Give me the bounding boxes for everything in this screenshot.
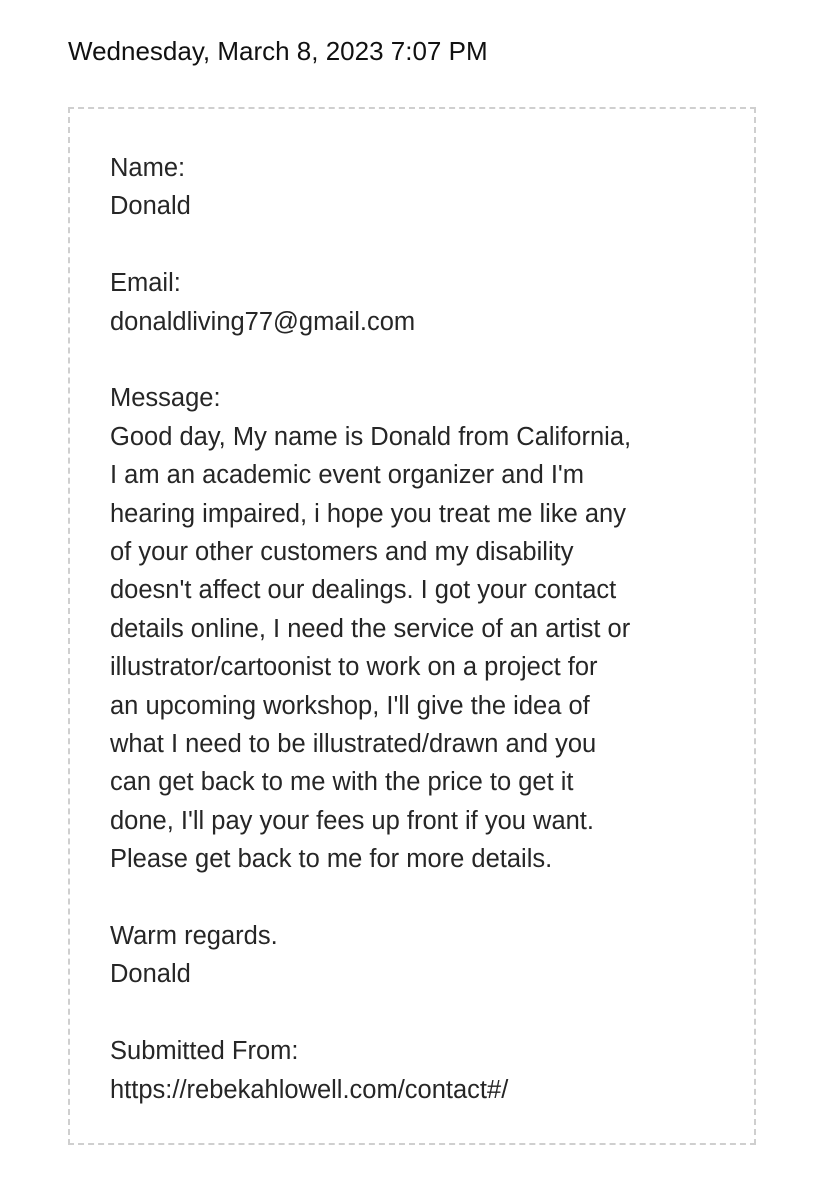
name-section — [110, 149, 730, 226]
message-label: Message: — [110, 384, 221, 413]
closing-line: Warm regards. — [110, 922, 278, 951]
message-line: Please get back to me for more details. — [110, 845, 553, 874]
message-line: of your other customers and my disability — [110, 538, 574, 567]
message-line: details online, I need the service of an artist or — [110, 614, 631, 643]
name-value: Donald — [110, 192, 191, 221]
email-label: Email: — [110, 269, 181, 298]
message-line: can get back to me with the price to get it — [110, 768, 574, 797]
message-section — [110, 379, 730, 878]
source-section — [110, 1032, 730, 1109]
message-line: I am an academic event organizer and I'm — [110, 461, 585, 490]
form-submission-card — [68, 107, 756, 1145]
message-line: Good day, My name is Donald from California, — [110, 422, 632, 451]
email-section — [110, 264, 730, 341]
name-label: Name: — [110, 154, 186, 182]
message-line: done, I'll pay your fees up front if you want. — [110, 806, 594, 835]
message-line: what I need to be illustrated/drawn and you — [110, 730, 597, 759]
submission-content — [110, 149, 730, 1109]
source-url-link[interactable]: https://rebekahlowell.com/contact#/ — [110, 1075, 509, 1104]
message-line: illustrator/cartoonist to work on a project for — [110, 653, 598, 682]
email-timestamp: Wednesday, March 8, 2023 7:07 PM — [68, 36, 488, 66]
source-label: Submitted From: — [110, 1037, 299, 1066]
closing-section — [110, 917, 730, 994]
email-value[interactable]: donaldliving77@gmail.com — [110, 307, 416, 336]
message-line: hearing impaired, i hope you treat me like any — [110, 499, 626, 528]
message-line: an upcoming workshop, I'll give the idea of — [110, 691, 590, 720]
message-line: doesn't affect our dealings. I got your contact — [110, 576, 617, 605]
closing-signature: Donald — [110, 960, 191, 989]
